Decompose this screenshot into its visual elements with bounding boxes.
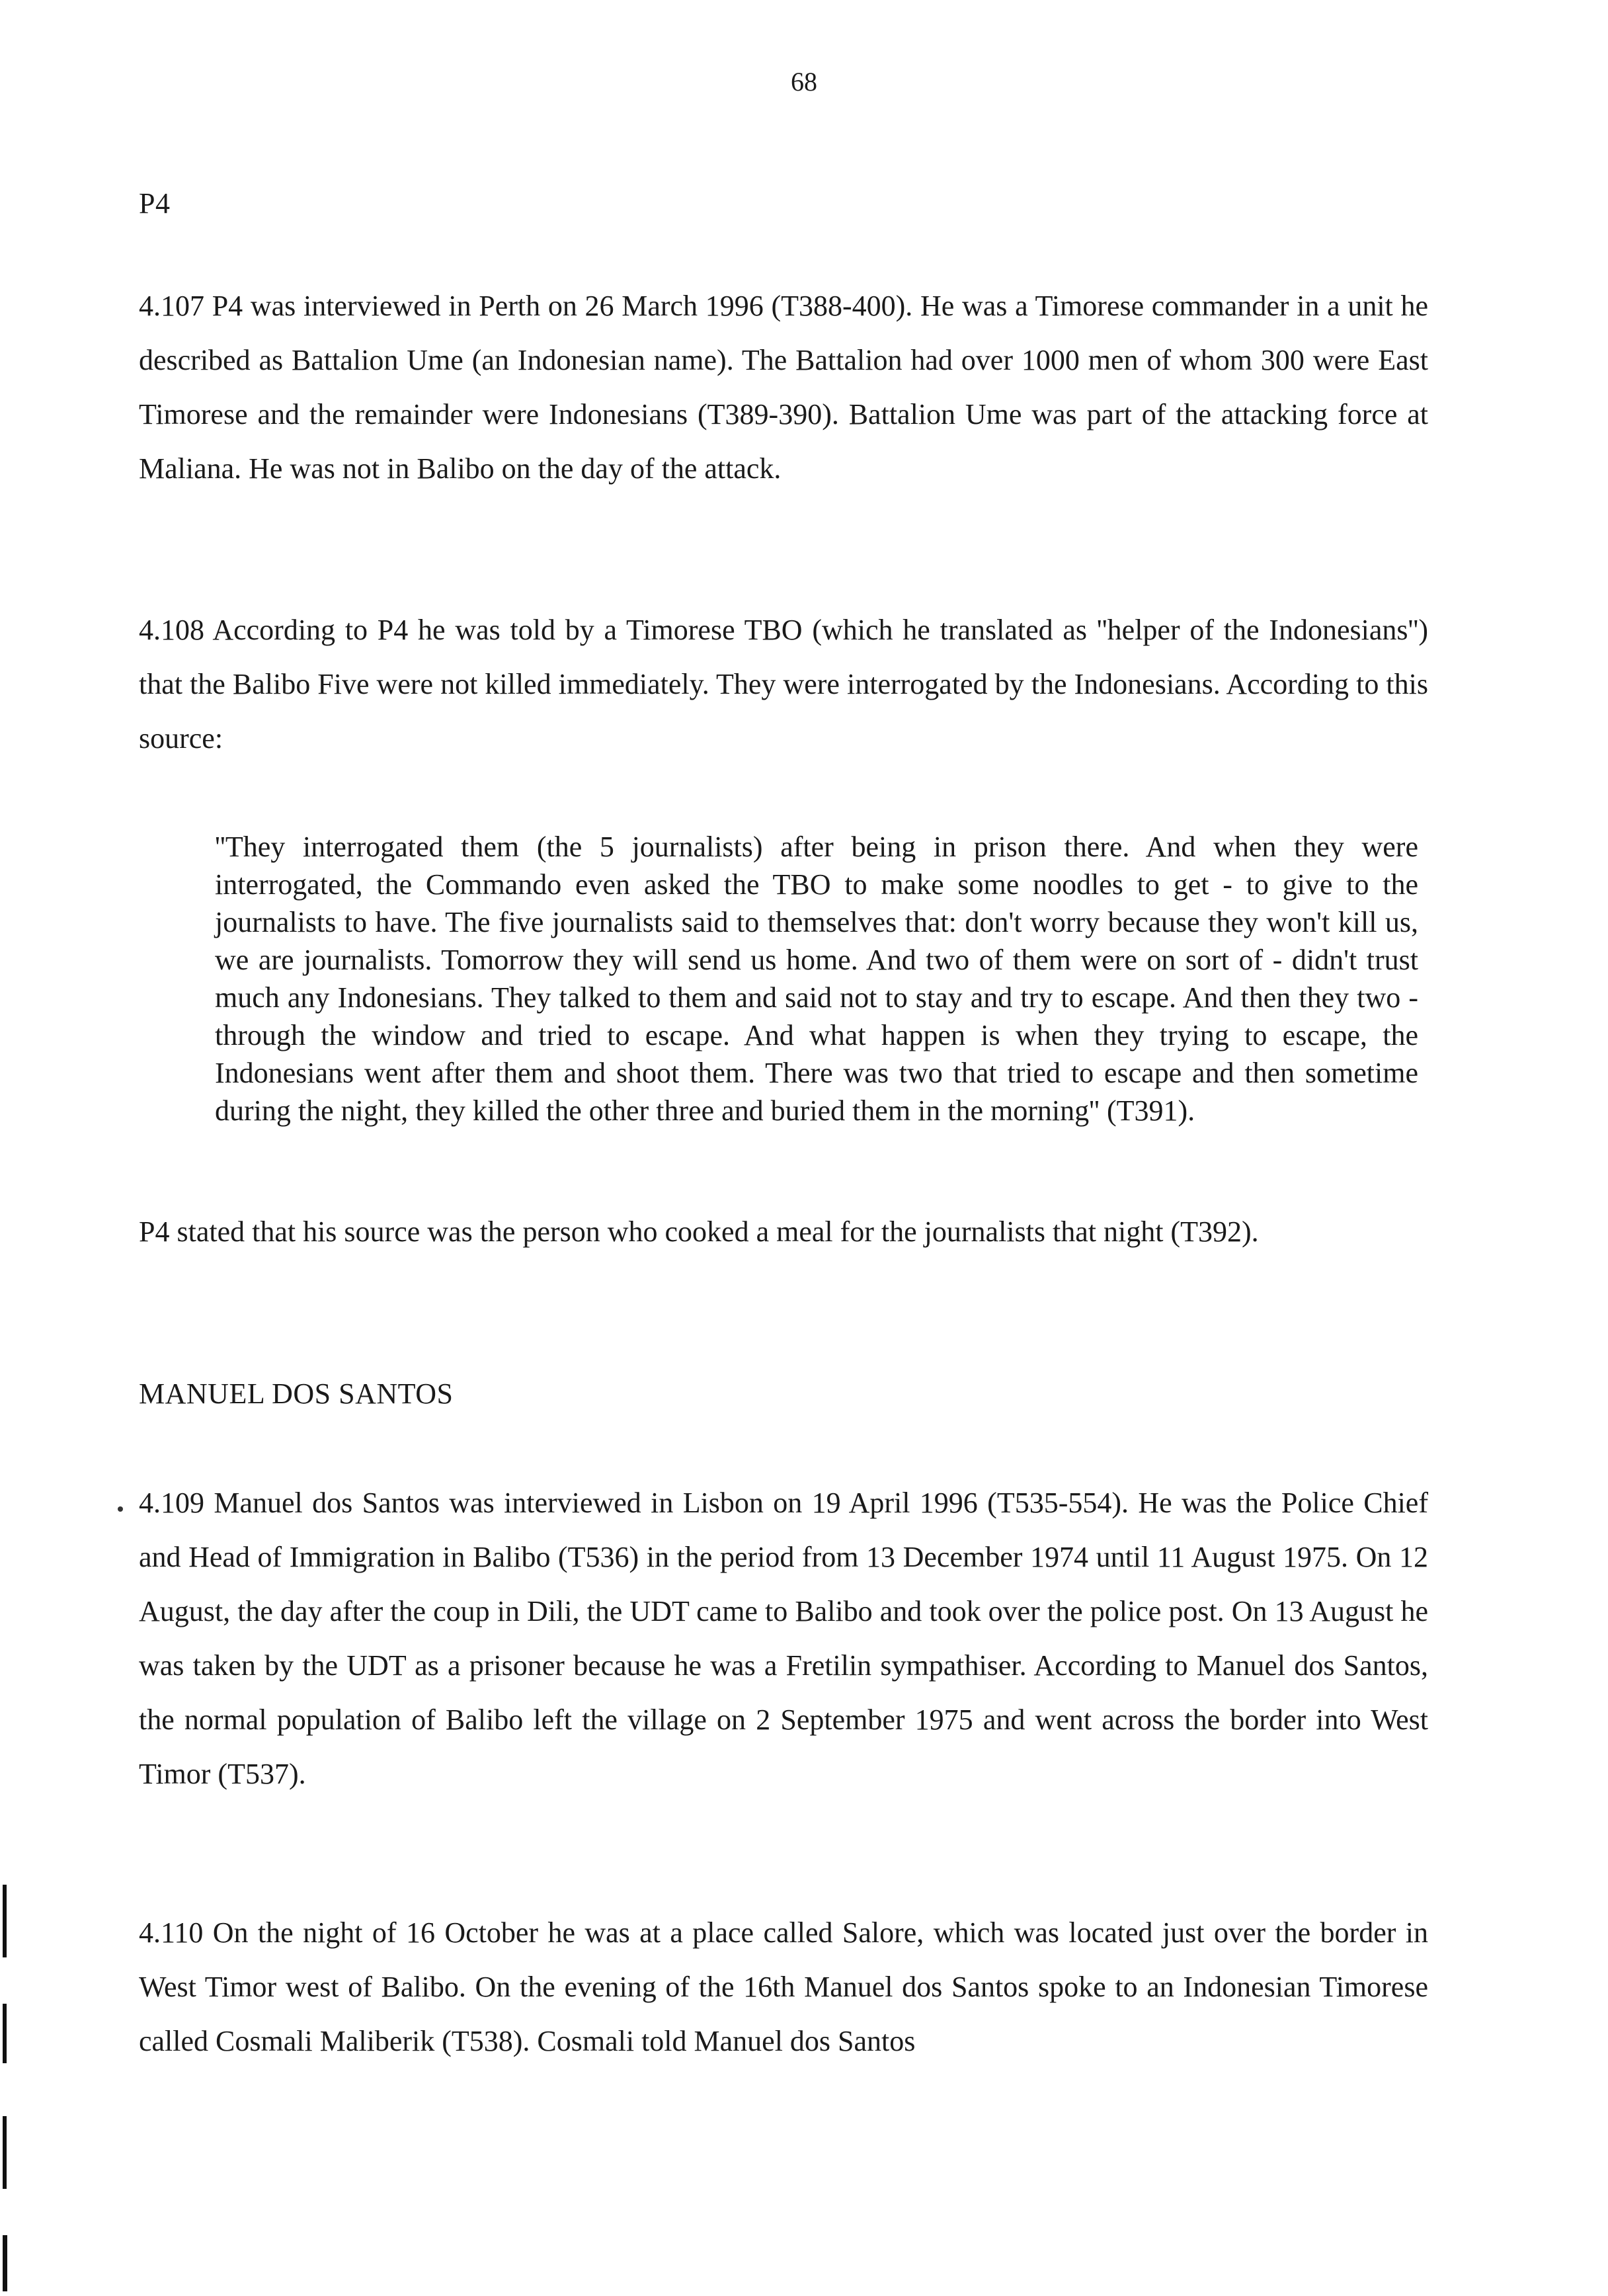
paragraph-4-109: 4.109 Manuel dos Santos was interviewed in Lisbon on 19 April 1996 (T535-554). He was the Police Chief and Head of Immigration in Balibo (T536) in the period from 13 December 1974 until 11 August 1975. On 12 August, the day after the coup in Dili, the UDT came to Balibo and took over the police post. On 13 August he was taken by the UDT as a prisoner because he was a Fretilin sympathiser. According to Manuel dos Santos, the normal population of Balibo left the village on 2 September 1975 and went across the border into West Timor (T537). (139, 1487, 1428, 1790)
paragraph-4-107: 4.107 P4 was interviewed in Perth on 26 March 1996 (T388-400). He was a Timorese commander in a unit he described as Battalion Ume (an Indonesian name). The Battalion had over 1000 men of whom 300 were East Timorese and the remainder were Indonesians (T389-390). Battalion Ume was part of the attacking force at Maliana. He was not in Balibo on the day of the attack. (139, 290, 1428, 485)
margin-dot-mark (118, 1506, 123, 1512)
paragraph-4-110: 4.110 On the night of 16 October he was at a place called Salore, which was located just over the border in West Timor west of Balibo. On the evening of the 16th Manuel dos Santos spoke to an Indonesian Timorese called Cosmali Maliberik (T538). Cosmali told Manuel dos Santos (139, 1916, 1428, 2057)
section-heading-manuel-dos-santos: MANUEL DOS SANTOS (139, 1377, 454, 1410)
scan-edge-mark (3, 2004, 7, 2063)
paragraph-after-quote: P4 stated that his source was the person who cooked a meal for the journalists that night (T392). (139, 1215, 1259, 1248)
paragraph-4-108: 4.108 According to P4 he was told by a Timorese TBO (which he translated as ''helper of the Indonesians'') that the Balibo Five were not killed immediately. They were interrogated by the Indonesians. According to this source: (139, 614, 1428, 755)
scan-edge-mark (3, 1885, 7, 1957)
block-quote: ''They interrogated them (the 5 journalists) after being in prison there. And when they were interrogated, the Commando even asked the TBO to make some noodles to get - to give to the journalists to have. The five journalists said to themselves that: don't worry because they won't kill us, we are journalists. Tomorrow they will send us home. And two of them were on sort of - didn't trust much any Indonesians. They talked to them and said not to stay and try to escape. And then they two - through the window and tried to escape. And what happen is when they trying to escape, the Indonesians went after them and shoot them. There was two that tried to escape and then sometime during the night, they killed the other three and buried them in the morning'' (T391). (215, 831, 1418, 1127)
section-heading-p4: P4 (139, 187, 171, 220)
scan-edge-mark (3, 2235, 7, 2291)
scan-edge-mark (3, 2116, 7, 2189)
page-number: 68 (791, 67, 817, 97)
